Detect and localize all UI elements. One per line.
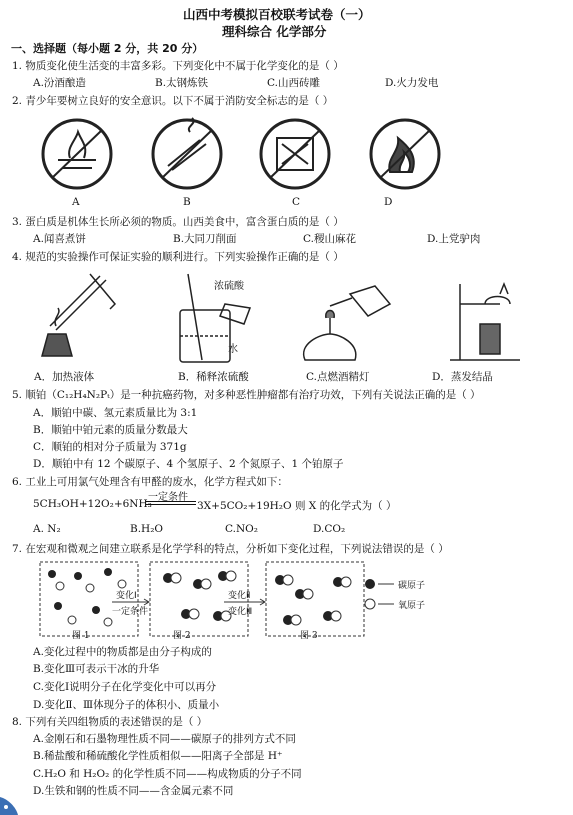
q5-option-a: A．顺铂中碳、氢元素质量比为 3:1: [33, 407, 198, 419]
q6-equation-left: 5CH₃OH+12O₂+6NH₃: [33, 498, 152, 510]
q3-option-a: A.闻喜煮饼: [33, 233, 86, 245]
q3-option-b: B.大同刀削面: [173, 233, 237, 245]
q7-option-b: B.变化Ⅲ可表示干冰的升华: [33, 663, 160, 675]
q3-option-c: C.稷山麻花: [303, 233, 356, 245]
q1-option-c: C.山西砖雕: [267, 77, 320, 89]
q6-option-a: A. N₂: [33, 523, 61, 535]
q7-condition-1: 一定条件: [112, 607, 149, 617]
q2-label-d: D: [384, 196, 393, 208]
q4-option-a: A．加热液体: [34, 371, 95, 383]
q7-legend-oxygen: 氧原子: [398, 601, 426, 611]
q1-option-b: B.太钢炼铁: [155, 77, 209, 89]
q6-option-b: B.H₂O: [130, 523, 164, 535]
question-5-stem: 5. 顺铂（C₁₂H₄N₂Pₜ）是一种抗癌药物，对多种恶性肿瘤都有治疗功效，下列有关说法正确的是（ ）: [12, 389, 481, 401]
q7-change-1: 变化Ⅰ: [116, 591, 137, 601]
q1-option-a: A.汾酒酿造: [33, 77, 86, 89]
q4-label-acid: 浓硫酸: [214, 281, 244, 292]
question-7-stem: 7. 在宏观和微观之间建立联系是化学学科的特点，分析如下变化过程，下列说法错误的是（ ）: [12, 543, 449, 555]
page-title: 山西中考模拟百校联考试卷（一）: [183, 7, 371, 22]
q8-option-b: B.稀盐酸和稀硫酸化学性质相似——阳离子全部是 H⁺: [33, 750, 283, 762]
section-heading: 一、选择题（每小题 2 分，共 20 分）: [11, 42, 204, 55]
q6-equation-condition: 一定条件: [148, 492, 188, 503]
q2-label-b: B: [183, 196, 191, 208]
question-1-stem: 1. 物质变化使生活变的丰富多彩。下列变化中不属于化学变化的是（ ）: [12, 60, 344, 72]
q4-option-b: B．稀释浓硫酸: [178, 371, 249, 383]
q2-label-a: A: [72, 196, 80, 208]
q8-option-c: C.H₂O 和 H₂O₂ 的化学性质不同——构成物质的分子不同: [33, 768, 302, 780]
q7-change-2: 变化Ⅱ: [228, 591, 251, 601]
corner-decoration-icon: [0, 791, 24, 815]
q8-option-d: D.生铁和钢的性质不同——含金属元素不同: [33, 785, 234, 797]
fire-safety-signs-image: [40, 110, 460, 195]
lab-operations-image: [30, 264, 530, 369]
q7-option-c: C.变化Ⅰ说明分子在化学变化中可以再分: [33, 681, 217, 693]
q7-legend-carbon: 碳原子: [398, 581, 426, 591]
q7-option-a: A.变化过程中的物质都是由分子构成的: [33, 646, 212, 658]
q4-label-water: 水: [228, 344, 238, 355]
question-2-stem: 2. 青少年要树立良好的安全意识。以下不属于消防安全标志的是（ ）: [12, 95, 334, 107]
q5-option-c: C．顺铂的相对分子质量为 371g: [33, 441, 187, 453]
question-4-stem: 4. 规范的实验操作可保证实验的顺利进行。下列实验操作正确的是（ ）: [12, 251, 344, 263]
q4-option-c: C.点燃酒精灯: [306, 371, 370, 383]
q6-option-c: C.NO₂: [225, 523, 259, 535]
page-subtitle: 理科综合 化学部分: [222, 24, 327, 39]
q7-fig-1: 图 1: [72, 631, 90, 641]
q1-option-d: D.火力发电: [385, 77, 439, 89]
question-8-stem: 8. 下列有关四组物质的表述错误的是（ ）: [12, 716, 208, 728]
q6-equation-line: [146, 501, 196, 502]
q5-option-d: D．顺铂中有 12 个碳原子、4 个氢原子、2 个氮原子、1 个铂原子: [33, 458, 344, 470]
q6-option-d: D.CO₂: [313, 523, 346, 535]
q7-change-3: 变化Ⅲ: [228, 607, 253, 617]
q2-label-c: C: [292, 196, 301, 208]
q4-option-d: D．蒸发结晶: [432, 371, 493, 383]
question-6-stem: 6. 工业上可用氯气处理含有甲醛的废水，化学方程式如下：: [12, 476, 288, 488]
q6-equation-line-2: [146, 504, 196, 505]
q5-option-b: B．顺铂中铂元素的质量分数最大: [33, 424, 188, 436]
q7-fig-2: 图 2: [173, 631, 191, 641]
q3-option-d: D.上党驴肉: [427, 233, 481, 245]
question-3-stem: 3. 蛋白质是机体生长所必须的物质。山西美食中，富含蛋白质的是（ ）: [12, 216, 344, 228]
q8-option-a: A.金刚石和石墨物理性质不同——碳原子的排列方式不同: [33, 733, 296, 745]
q7-option-d: D.变化Ⅱ、Ⅲ体现分子的体积小、质量小: [33, 699, 220, 711]
q6-equation-right: 3X+5CO₂+19H₂O 则 X 的化学式为（ ）: [197, 500, 397, 512]
q7-fig-3: 图 3: [300, 631, 318, 641]
